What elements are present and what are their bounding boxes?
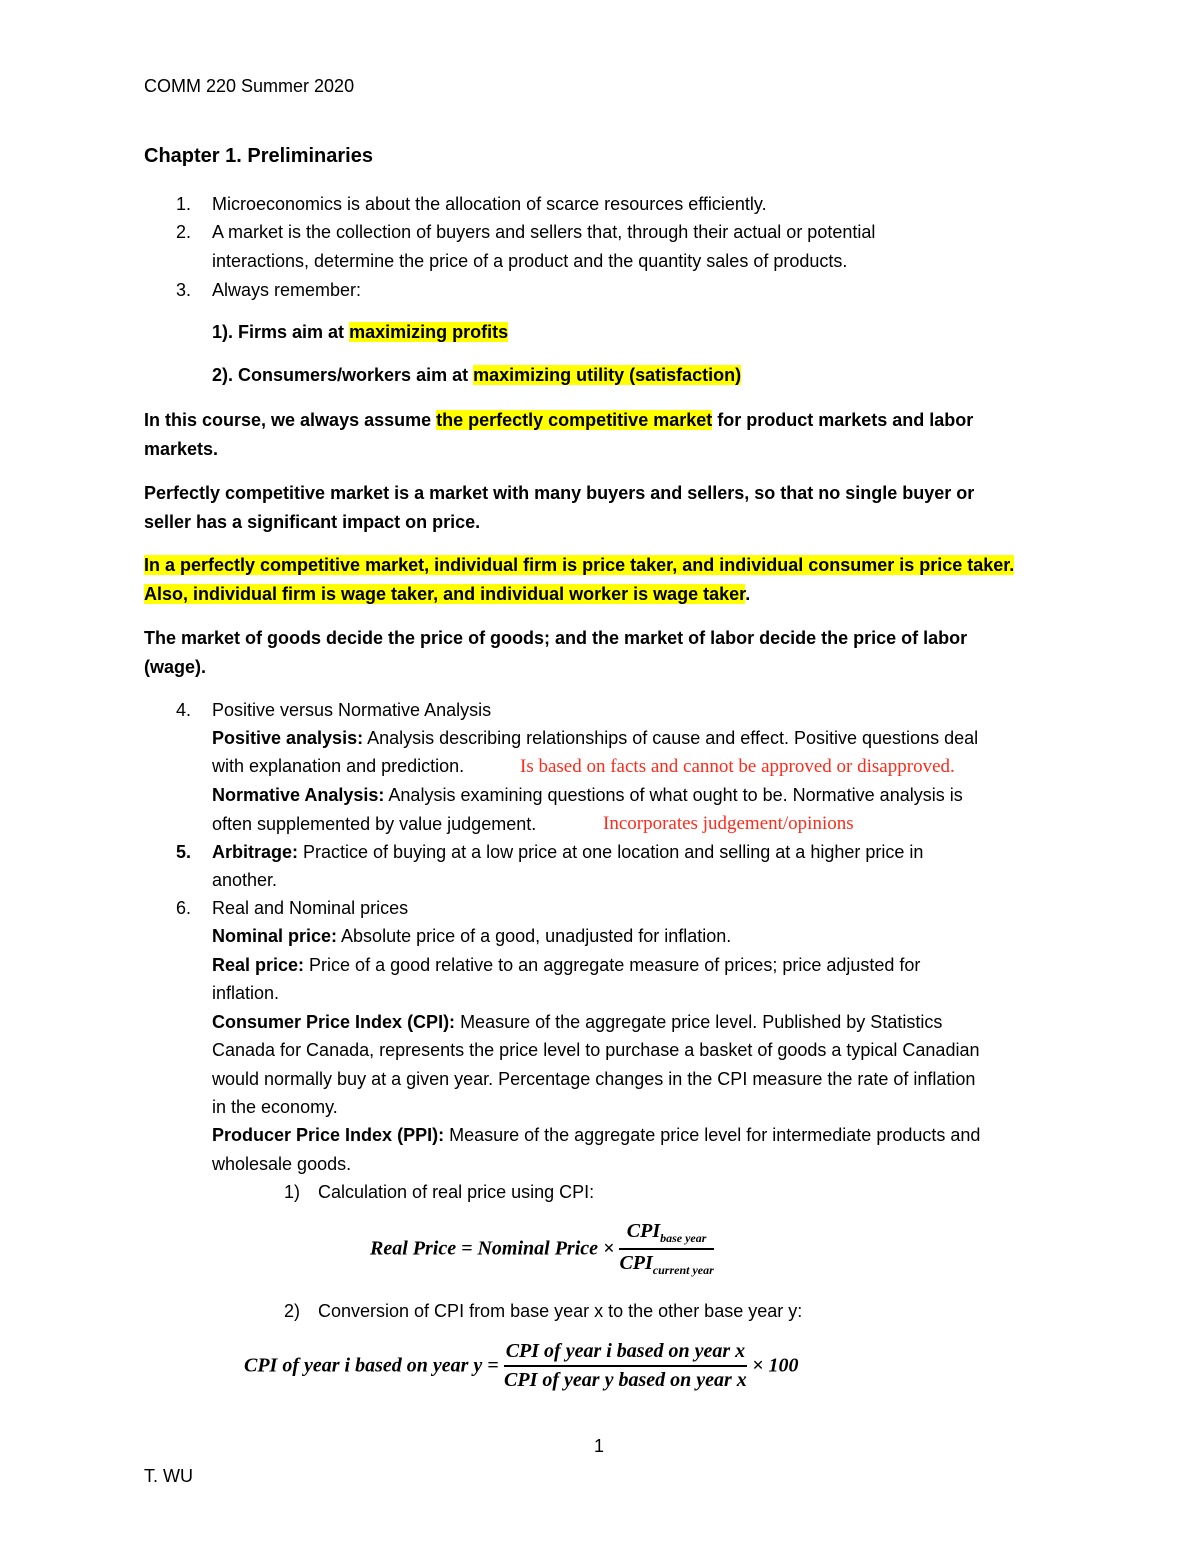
definition-line (212, 781, 963, 809)
subscript: base year (660, 1231, 707, 1245)
definition-text: Measure of the aggregate price level for intermediate products and (444, 1125, 981, 1145)
term-label: Consumer Price Index (CPI): (212, 1012, 456, 1032)
definition-line (212, 951, 920, 979)
fraction-numerator-text: CPI (626, 1220, 661, 1242)
definition-text: Analysis describing relationships of cause and effect. Positive questions deal (363, 728, 979, 748)
sub-list-text: Calculation of real price using CPI: (318, 1182, 595, 1202)
remember-point-1 (212, 318, 508, 346)
paragraph-line: markets. (144, 439, 219, 459)
list-number: 6. (176, 898, 192, 918)
list-number: 3. (176, 280, 192, 300)
remember-prefix: 1). Firms aim at (212, 322, 350, 342)
formula-fraction (504, 1340, 747, 1392)
section-title: Positive versus Normative Analysis (212, 700, 492, 720)
formula-lhs: CPI of year i based on year y = (244, 1354, 499, 1377)
definition-text: would normally buy at a given year. Percentage changes in the CPI measure the rate of inflation (212, 1069, 976, 1089)
fraction-denominator: CPI of year y based on year x (504, 1369, 747, 1391)
term-label: Arbitrage: (212, 842, 299, 862)
fraction-denominator-text: CPI (619, 1252, 653, 1274)
definition-text: wholesale goods. (212, 1154, 352, 1174)
definition-text: Canada for Canada, represents the price level to purchase a basket of goods a typical Canadian (212, 1040, 980, 1060)
list-item-text: interactions, determine the price of a product and the quantity sales of products. (212, 251, 848, 271)
list-number: 4. (176, 700, 192, 720)
paragraph-text: for product markets and labor (712, 410, 974, 430)
definition-line (212, 838, 923, 866)
remember-prefix: 2). Consumers/workers aim at (212, 365, 474, 385)
paragraph-line (144, 551, 1014, 579)
definition-text: with explanation and prediction. (212, 756, 465, 776)
list-number: 5. (176, 842, 192, 862)
sub-list-number: 2) (284, 1301, 301, 1321)
definition-text: inflation. (212, 983, 280, 1003)
term-label: Nominal price: (212, 926, 338, 946)
highlighted-text: maximizing profits (349, 322, 509, 342)
section-title: Real and Nominal prices (212, 898, 409, 918)
formula-real-price (370, 1220, 714, 1278)
paragraph-line (144, 406, 973, 434)
definition-text: Measure of the aggregate price level. Published by Statistics (455, 1012, 943, 1032)
term-label: Normative Analysis: (212, 785, 385, 805)
list-item-text: Microeconomics is about the allocation of scarce resources efficiently. (212, 194, 767, 214)
paragraph-line: seller has a significant impact on price. (144, 512, 481, 532)
definition-text: another. (212, 870, 278, 890)
paragraph-text: In this course, we always assume (144, 410, 437, 430)
fraction-numerator: CPI of year i based on year x (504, 1340, 747, 1367)
definition-text: in the economy. (212, 1097, 338, 1117)
term-label: Real price: (212, 955, 305, 975)
fraction-denominator (619, 1250, 713, 1278)
highlighted-text: maximizing utility (satisfaction) (473, 365, 742, 385)
definition-text: Price of a good relative to an aggregate measure of prices; price adjusted for (304, 955, 921, 975)
paragraph-line: Perfectly competitive market is a market with many buyers and sellers, so that no single buyer or (144, 483, 975, 503)
formula-lhs: Real Price = Nominal Price × (370, 1237, 615, 1260)
list-number: 2. (176, 222, 192, 242)
list-item-text: A market is the collection of buyers and sellers that, through their actual or potential (212, 222, 876, 242)
definition-text: Analysis examining questions of what ought to be. Normative analysis is (384, 785, 963, 805)
list-number: 1. (176, 194, 192, 214)
handwritten-note: Incorporates judgement/opinions (603, 813, 854, 834)
definition-line (212, 1121, 980, 1149)
footer-author: T. WU (144, 1466, 193, 1486)
sub-list-number: 1) (284, 1182, 301, 1202)
highlighted-text: the perfectly competitive market (436, 410, 713, 430)
paragraph-line: The market of goods decide the price of goods; and the market of labor decide the price of labor (144, 628, 968, 648)
term-label: Producer Price Index (PPI): (212, 1125, 445, 1145)
paragraph-text: . (745, 584, 751, 604)
paragraph-line (144, 580, 750, 608)
chapter-title: Chapter 1. Preliminaries (144, 145, 373, 167)
definition-line (212, 724, 978, 752)
formula-rhs: × 100 (752, 1354, 799, 1377)
formula-cpi-conversion (244, 1340, 799, 1392)
highlighted-text: Also, individual firm is wage taker, and individual worker is wage taker (144, 584, 746, 604)
definition-text: often supplemented by value judgement. (212, 814, 537, 834)
page-number: 1 (594, 1436, 605, 1456)
fraction-numerator (619, 1220, 713, 1250)
handwritten-note: Is based on facts and cannot be approved or disapproved. (520, 756, 955, 777)
list-item-text: Always remember: (212, 280, 362, 300)
page-header: COMM 220 Summer 2020 (144, 76, 355, 96)
subscript: current year (652, 1263, 714, 1277)
paragraph-line: (wage). (144, 657, 207, 677)
definition-line (212, 1008, 942, 1036)
highlighted-text: In a perfectly competitive market, individual firm is price taker, and individual consumer is price taker. (144, 555, 1015, 575)
remember-point-2 (212, 361, 741, 389)
definition-text: Practice of buying at a low price at one location and selling at a higher price in (298, 842, 924, 862)
sub-list-text: Conversion of CPI from base year x to the other base year y: (318, 1301, 803, 1321)
definition-line (212, 922, 731, 950)
definition-text: Absolute price of a good, unadjusted for inflation. (337, 926, 732, 946)
formula-fraction (619, 1220, 713, 1278)
term-label: Positive analysis: (212, 728, 364, 748)
